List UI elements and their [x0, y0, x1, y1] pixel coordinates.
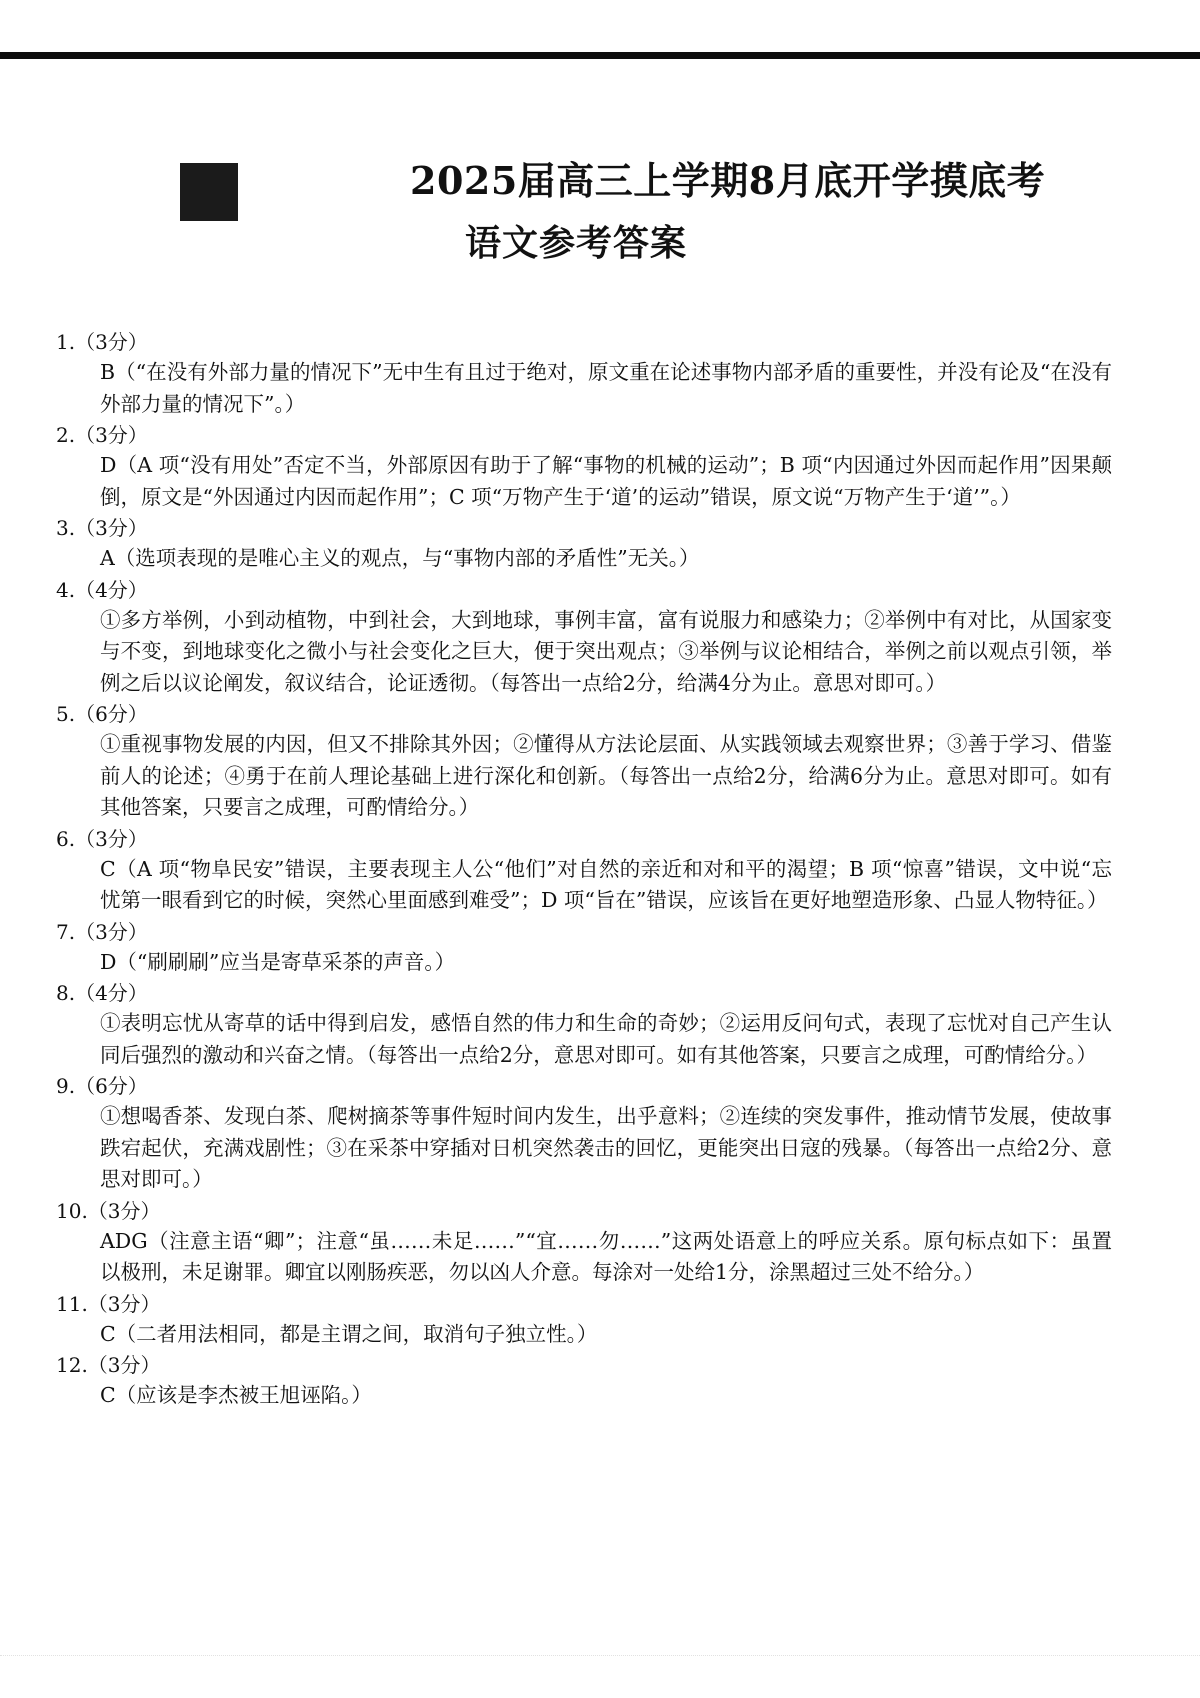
answer-number-11: 11.（3分）	[56, 1291, 161, 1316]
answer-text-10: ADG（注意主语“卿”；注意“虽……未足……”“宜……勿……”这两处语意上的呼应关系。原句标点如下：虽置以极刑，未足谢罪。卿宜以刚肠疾恶，勿以凶人介意。每涂对一处给1分，涂黑超过三处不给分。）	[100, 1228, 1112, 1284]
answer-number-10: 10.（3分）	[56, 1198, 161, 1223]
answer-number-7: 7.（3分）	[56, 919, 148, 944]
answer-item-6	[56, 824, 1116, 917]
answer-text-4: ①多方举例，小到动植物，中到社会，大到地球，事例丰富，富有说服力和感染力；②举例中有对比，从国家变与不变，到地球变化之微小与社会变化之巨大，便于突出观点；③举例与议论相结合，举例之前以观点引领，举例之后以议论阐发，叙议结合，论证透彻。（每答出一点给2分，给满4分为止。意思对即可。）	[100, 607, 1112, 695]
answer-number-3: 3.（3分）	[56, 516, 148, 540]
answer-text-3: A（选项表现的是唯心主义的观点，与“事物内部的矛盾性”无关。）	[100, 546, 700, 570]
document-subtitle: 语文参考答案	[465, 222, 688, 264]
answer-text-2: D（A 项“没有用处”否定不当，外部原因有助于了解“事物的机械的运动”；B 项“内因通过外因而起作用”因果颠倒，原文是“外因通过内因而起作用”；C 项“万物产生于‘道’的运动”错误，原文说“万物产生于‘道’”。）	[100, 453, 1112, 509]
top-border-rule	[0, 52, 1200, 59]
answer-text-5: ①重视事物发展的内因，但又不排除其外因；②懂得从方法论层面、从实践领域去观察世界；③善于学习、借鉴前人的论述；④勇于在前人理论基础上进行深化和创新。（每答出一点给2分，给满6分为止。意思对即可。如有其他答案，只要言之成理，可酌情给分。）	[100, 732, 1112, 819]
answer-item-12	[56, 1350, 1116, 1412]
logo-block	[180, 163, 238, 221]
answer-item-10	[56, 1196, 1116, 1289]
document-title: 2025届高三上学期8月底开学摸底考	[410, 158, 1046, 203]
answer-item-4	[56, 575, 1116, 700]
answer-number-9: 9.（6分）	[56, 1074, 148, 1098]
answer-number-8: 8.（4分）	[56, 981, 148, 1005]
answer-number-6: 6.（3分）	[56, 826, 148, 851]
answer-text-6: C（A 项“物阜民安”错误，主要表现主人公“他们”对自然的亲近和对和平的渴望；B 项“惊喜”错误，文中说“忘忧第一眼看到它的时候，突然心里面感到难受”；D 项“旨在”错误，应该旨在更好地塑造形象、凸显人物特征。）	[100, 856, 1112, 912]
answer-item-3	[56, 513, 1116, 575]
answer-number-4: 4.（4分）	[56, 577, 148, 602]
answer-text-1: B（“在没有外部力量的情况下”无中生有且过于绝对，原文重在论述事物内部矛盾的重要性，并没有论及“在没有外部力量的情况下”。）	[100, 360, 1112, 416]
answer-number-1: 1.（3分）	[56, 330, 148, 354]
answer-item-8	[56, 978, 1116, 1071]
answer-list	[56, 327, 1116, 1412]
answer-number-2: 2.（3分）	[56, 423, 148, 447]
answer-text-11: C（二者用法相同，都是主谓之间，取消句子独立性。）	[100, 1321, 598, 1346]
answer-text-9: ①想喝香茶、发现白茶、爬树摘茶等事件短时间内发生，出乎意料；②连续的突发事件，推动情节发展，使故事跌宕起伏，充满戏剧性；③在采茶中穿插对日机突然袭击的回忆，更能突出日寇的残暴。（每答出一点给2分、意思对即可。）	[100, 1104, 1112, 1191]
footer-divider	[0, 1655, 1200, 1657]
answer-text-7: D（“刷刷刷”应当是寄草采茶的声音。）	[100, 949, 456, 974]
answer-item-11	[56, 1289, 1116, 1351]
answer-text-12: C（应该是李杰被王旭诬陷。）	[100, 1383, 372, 1407]
answer-item-2	[56, 420, 1116, 513]
answer-number-12: 12.（3分）	[56, 1353, 161, 1377]
answer-number-5: 5.（6分）	[56, 702, 148, 726]
answer-item-9	[56, 1071, 1116, 1196]
answer-item-5	[56, 699, 1116, 824]
answer-item-1	[56, 327, 1116, 420]
answer-item-7	[56, 917, 1116, 979]
answer-text-8: ①表明忘忧从寄草的话中得到启发，感悟自然的伟力和生命的奇妙；②运用反问句式，表现了忘忧对自己产生认同后强烈的激动和兴奋之情。（每答出一点给2分，意思对即可。如有其他答案，只要言之成理，可酌情给分。）	[100, 1011, 1112, 1067]
